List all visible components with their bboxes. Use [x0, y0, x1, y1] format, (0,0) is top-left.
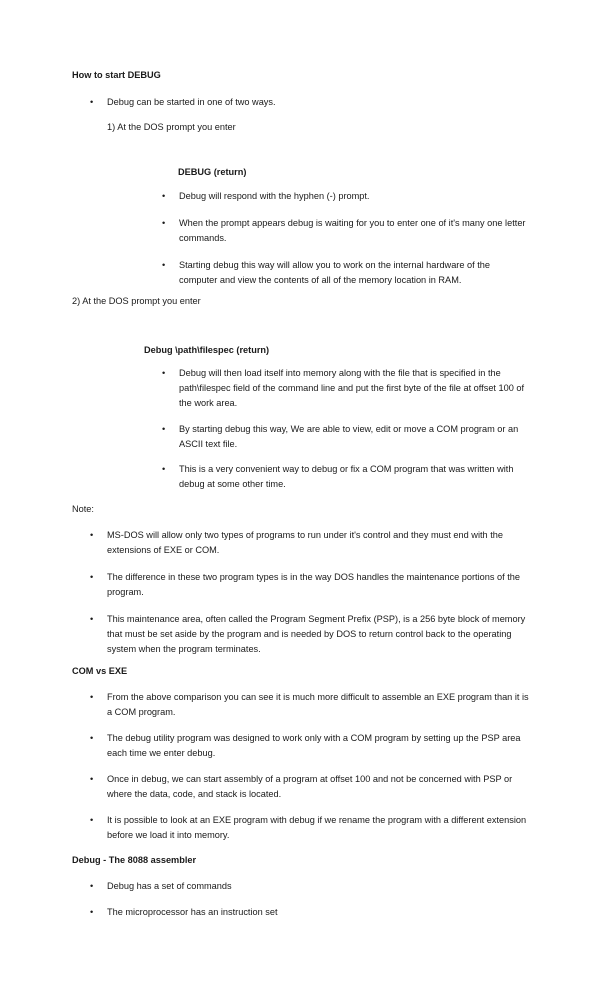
list-item: • Once in debug, we can start assembly of a program at offset 100 and not be concerned with PSP or where the data, code, and stack is located. [90, 774, 513, 799]
bullet-icon: • [162, 260, 166, 270]
section-heading-com-vs-exe: COM vs EXE [72, 666, 128, 676]
list-item: • It is possible to look at an EXE program with debug if we rename the program with a different extension before we load it into memory. [90, 815, 527, 840]
bullet-icon: • [162, 368, 166, 378]
bullet-icon: • [90, 614, 94, 624]
list-item: • Debug has a set of commands [90, 879, 535, 894]
list-item: • Debug will then load itself into memory along with the file that is specified in the path\filespec field of the command line and put the first byte of the file at offset 100 of the work area. [162, 368, 525, 408]
list-item: • This is a very convenient way to debug or fix a COM program that was written with debug at some other time. [162, 464, 514, 489]
way-two-label: 2) At the DOS prompt you enter [72, 296, 201, 306]
bullet-icon: • [90, 572, 94, 582]
list-item: • The debug utility program was designed to work only with a COM program by setting up the PSP area each time we enter debug. [90, 733, 521, 758]
bullet-icon: • [90, 733, 94, 743]
bullet-icon: • [90, 774, 94, 784]
way-two-command: Debug \path\filespec (return) [144, 345, 270, 355]
bullet-icon: • [162, 424, 166, 434]
list-item: • This maintenance area, often called the Program Segment Prefix (PSP), is a 256 byte block of memory that must be set aside by the program and is needed by DOS to return control back to the operating system when the program terminates. [90, 614, 526, 654]
bullet-icon: • [90, 815, 94, 825]
list-item: • MS-DOS will allow only two types of programs to run under it's control and they must end with the extensions of EXE or COM. [90, 530, 503, 555]
bullet-icon: • [162, 218, 166, 228]
list-item: • The microprocessor has an instruction set [90, 905, 535, 920]
list-item: • When the prompt appears debug is waiting for you to enter one of it's many one letter commands. [162, 218, 526, 243]
list-item: • From the above comparison you can see it is much more difficult to assemble an EXE program than it is a COM program. [90, 692, 529, 717]
note-label: Note: [72, 504, 94, 514]
bullet-icon: • [90, 907, 94, 917]
way-one-command: DEBUG (return) [178, 167, 247, 177]
list-item: • Starting debug this way will allow you to work on the internal hardware of the computer and view the contents of all of the memory location in RAM. [162, 260, 491, 285]
list-item: • Debug can be started in one of two ways. [90, 95, 540, 110]
bullet-icon: • [162, 464, 166, 474]
bullet-icon: • [90, 530, 94, 540]
bullet-icon: • [90, 97, 94, 107]
bullet-icon: • [90, 881, 94, 891]
section-heading-8088-assembler: Debug - The 8088 assembler [72, 855, 197, 865]
list-item: • By starting debug this way, We are able to view, edit or move a COM program or an ASCII text file. [162, 424, 519, 449]
section-heading-how-to-start: How to start DEBUG [72, 70, 161, 80]
way-one-label: 1) At the DOS prompt you enter [107, 122, 236, 132]
list-item: • The difference in these two program types is in the way DOS handles the maintenance portions of the program. [90, 572, 520, 597]
bullet-icon: • [90, 692, 94, 702]
list-item: • Debug will respond with the hyphen (-) prompt. [162, 189, 527, 204]
bullet-icon: • [162, 191, 166, 201]
